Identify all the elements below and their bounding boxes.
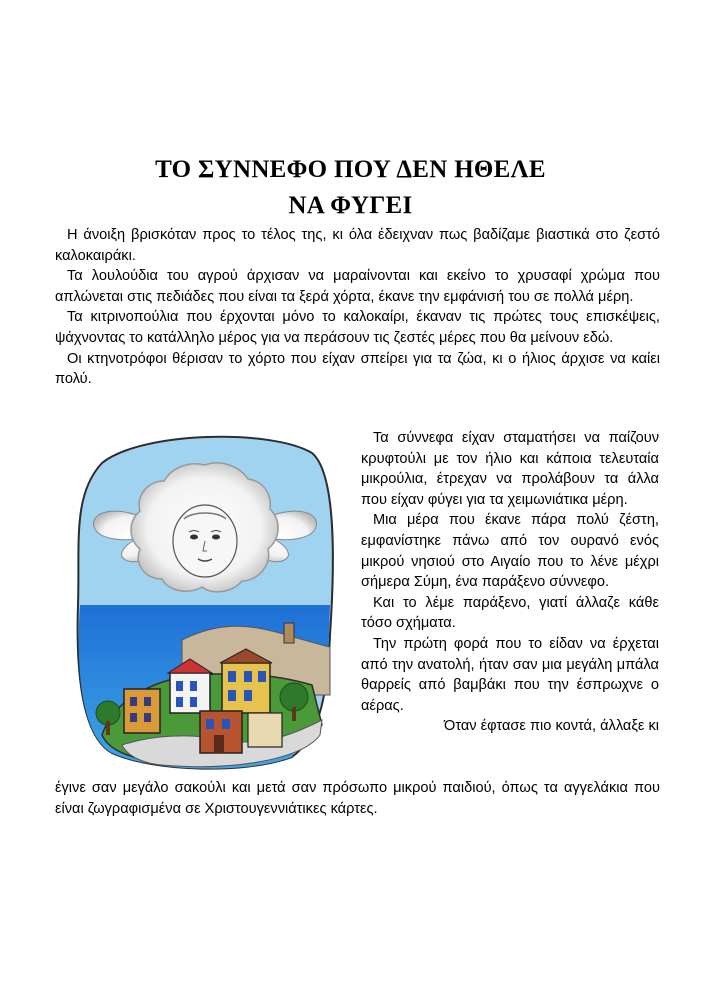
cloud-island-illustration: [72, 435, 338, 771]
column-paragraph-3: Και το λέμε παράξενο, γιατί άλλαζε κάθε τόσο σχήματα.: [361, 594, 659, 632]
beige-house: [248, 713, 282, 747]
tree-right: [280, 683, 308, 711]
column-paragraph-2: Μια μέρα που έκανε πάρα πολύ ζέστη, εμφανίστηκε πάνω από τον ουρανό ενός μικρού νησιού στο Αιγαίο που το λένε μέχρι σήμερα Σύμη, ένα παράξενο σύννεφο.: [361, 512, 659, 591]
column-paragraph-5: Όταν έφτασε πιο κοντά, άλλαξε κι: [444, 718, 659, 735]
yellow-house: [222, 663, 270, 713]
side-column: [361, 428, 659, 737]
intro-paragraphs: [55, 225, 660, 390]
paragraph-1: Η άνοιξη βρισκόταν προς το τέλος της, κι όλα έδειχναν πως βαδίζαμε βιαστικά στο ζεστό καλοκαιράκι.: [55, 227, 660, 264]
title-line-1: ΤΟ ΣΥΝΝΕΦΟ ΠΟΥ ΔΕΝ ΗΘΕΛΕ: [155, 156, 546, 183]
orange-house: [124, 689, 160, 733]
paragraph-3: Τα κιτρινοπούλια που έρχονται μόνο το καλοκαίρι, έκαναν τις πρώτες τους επισκέψεις, ψάχνοντας το κατάλληλο μέρος για να περάσουν τις ζεστές μέρες που θα μείνουν εδώ.: [55, 309, 660, 346]
column-paragraph-1: Τα σύννεφα είχαν σταματήσει να παίζουν κρυφτούλι με τον ήλιο και κάποια τελευταία μικρούλια, έτρεχαν να προλάβουν τα άλλα που είχαν φύγει για τα χειμωνιάτικα μέρη.: [361, 430, 659, 508]
title-line-2: ΝΑ ΦΥΓΕΙ: [288, 192, 413, 219]
tower: [284, 623, 294, 643]
paragraph-2: Τα λουλούδια του αγρού άρχισαν να μαραίνονται και εκείνο το χρυσαφί χρώμα που απλώνεται στις πεδιάδες που είναι τα ξερά χόρτα, έκανε την εμφάνισή του σε πολλά μέρη.: [55, 268, 660, 305]
closing-paragraph: έγινε σαν μεγάλο σακούλι και μετά σαν πρόσωπο μικρού παιδιού, όπως τα αγγελάκια που είναι ζωγραφισμένα σε Χριστουγεννιάτικες κάρτες.: [55, 780, 660, 817]
column-paragraph-4: Την πρώτη φορά που το είδαν να έρχεται από την ανατολή, ήταν σαν μια μεγάλη μπάλα θαρρείς από βαμβάκι που την έσπρωχνε ο αέρας.: [361, 635, 659, 714]
paragraph-4: Οι κτηνοτρόφοι θέρισαν το χόρτο που είχαν σπείρει για τα ζώα, κι ο ήλιος άρχισε να καίει πολύ.: [55, 350, 660, 388]
